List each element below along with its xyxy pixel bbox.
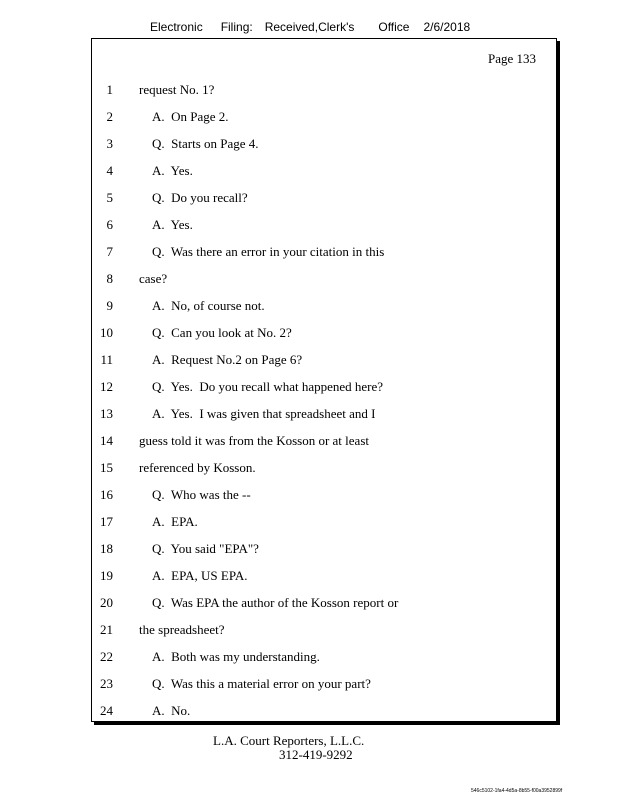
transcript-line [92, 373, 556, 400]
transcript-line [92, 616, 556, 643]
document-id: 546c5102-1fa4-4d5a-8b55-f00a3952899f [471, 788, 563, 794]
line-number: 8 [106, 271, 113, 286]
reporter-phone: 312-419-9292 [279, 747, 353, 762]
transcript-line [92, 589, 556, 616]
stamp-date: 2/6/2018 [423, 20, 471, 34]
line-number: 12 [100, 379, 113, 394]
stamp-part: Received,Clerk's [264, 20, 355, 34]
line-number: 21 [100, 622, 113, 637]
transcript-line [92, 184, 556, 211]
line-text: A. EPA, US EPA. [152, 568, 248, 583]
line-number: 13 [100, 406, 113, 421]
line-number: 18 [100, 541, 113, 556]
transcript-line [92, 670, 556, 697]
transcript-page [91, 38, 557, 722]
line-number: 4 [106, 163, 113, 178]
transcript-line [92, 400, 556, 427]
transcript-line [92, 562, 556, 589]
line-number: 11 [100, 352, 113, 367]
line-text: A. Yes. [152, 217, 193, 232]
line-text: A. Yes. I was given that spreadsheet and I [152, 406, 376, 421]
line-text: Q. Starts on Page 4. [152, 136, 259, 151]
transcript-line [92, 643, 556, 670]
line-text: Q. You said "EPA"? [152, 541, 259, 556]
transcript-line [92, 265, 556, 292]
line-text: A. Both was my understanding. [152, 649, 320, 664]
line-text: case? [139, 271, 168, 286]
stamp-part: Office [378, 20, 410, 34]
transcript-line [92, 211, 556, 238]
reporter-company: L.A. Court Reporters, L.L.C. [213, 733, 365, 748]
transcript-line [92, 103, 556, 130]
stamp-part: Electronic [150, 20, 203, 34]
line-text: A. Request No.2 on Page 6? [152, 352, 303, 367]
transcript-line [92, 76, 556, 103]
electronic-filing-stamp [150, 20, 470, 34]
transcript-line [92, 508, 556, 535]
line-number: 23 [100, 676, 113, 691]
line-number: 15 [100, 460, 113, 475]
line-text: referenced by Kosson. [139, 460, 256, 475]
line-text: A. Yes. [152, 163, 193, 178]
line-text: A. No. [152, 703, 191, 718]
line-number: 5 [106, 190, 113, 205]
line-number: 10 [100, 325, 113, 340]
line-text: Q. Who was the -- [152, 487, 251, 502]
line-text: Q. Can you look at No. 2? [152, 325, 292, 340]
line-text: guess told it was from the Kosson or at least [139, 433, 369, 448]
line-text: Q. Was EPA the author of the Kosson report or [152, 595, 399, 610]
line-number: 20 [100, 595, 113, 610]
transcript-line [92, 130, 556, 157]
line-text: Q. Was this a material error on your part? [152, 676, 371, 691]
line-number: 14 [100, 433, 113, 448]
transcript-line [92, 157, 556, 184]
transcript-line [92, 454, 556, 481]
transcript-line [92, 427, 556, 454]
line-number: 6 [106, 217, 113, 232]
line-number: 17 [100, 514, 113, 529]
line-number: 7 [106, 244, 113, 259]
line-number: 24 [100, 703, 113, 718]
line-number: 22 [100, 649, 113, 664]
line-text: Q. Do you recall? [152, 190, 248, 205]
line-text: A. On Page 2. [152, 109, 229, 124]
transcript-line [92, 481, 556, 508]
line-text: the spreadsheet? [139, 622, 225, 637]
line-text: request No. 1? [139, 82, 215, 97]
transcript-line [92, 697, 556, 724]
line-text: Q. Was there an error in your citation in this [152, 244, 385, 259]
transcript-line [92, 346, 556, 373]
line-number: 2 [106, 109, 113, 124]
transcript-line [92, 292, 556, 319]
transcript-line [92, 535, 556, 562]
page-number: Page 133 [487, 51, 536, 66]
line-number: 1 [106, 82, 113, 97]
transcript-line [92, 238, 556, 265]
transcript-line [92, 319, 556, 346]
line-number: 9 [106, 298, 113, 313]
line-number: 16 [100, 487, 113, 502]
line-number: 19 [100, 568, 113, 583]
line-number: 3 [106, 136, 113, 151]
line-text: Q. Yes. Do you recall what happened here? [152, 379, 384, 394]
stamp-part: Filing: [220, 20, 253, 34]
line-text: A. EPA. [152, 514, 198, 529]
line-text: A. No, of course not. [152, 298, 265, 313]
